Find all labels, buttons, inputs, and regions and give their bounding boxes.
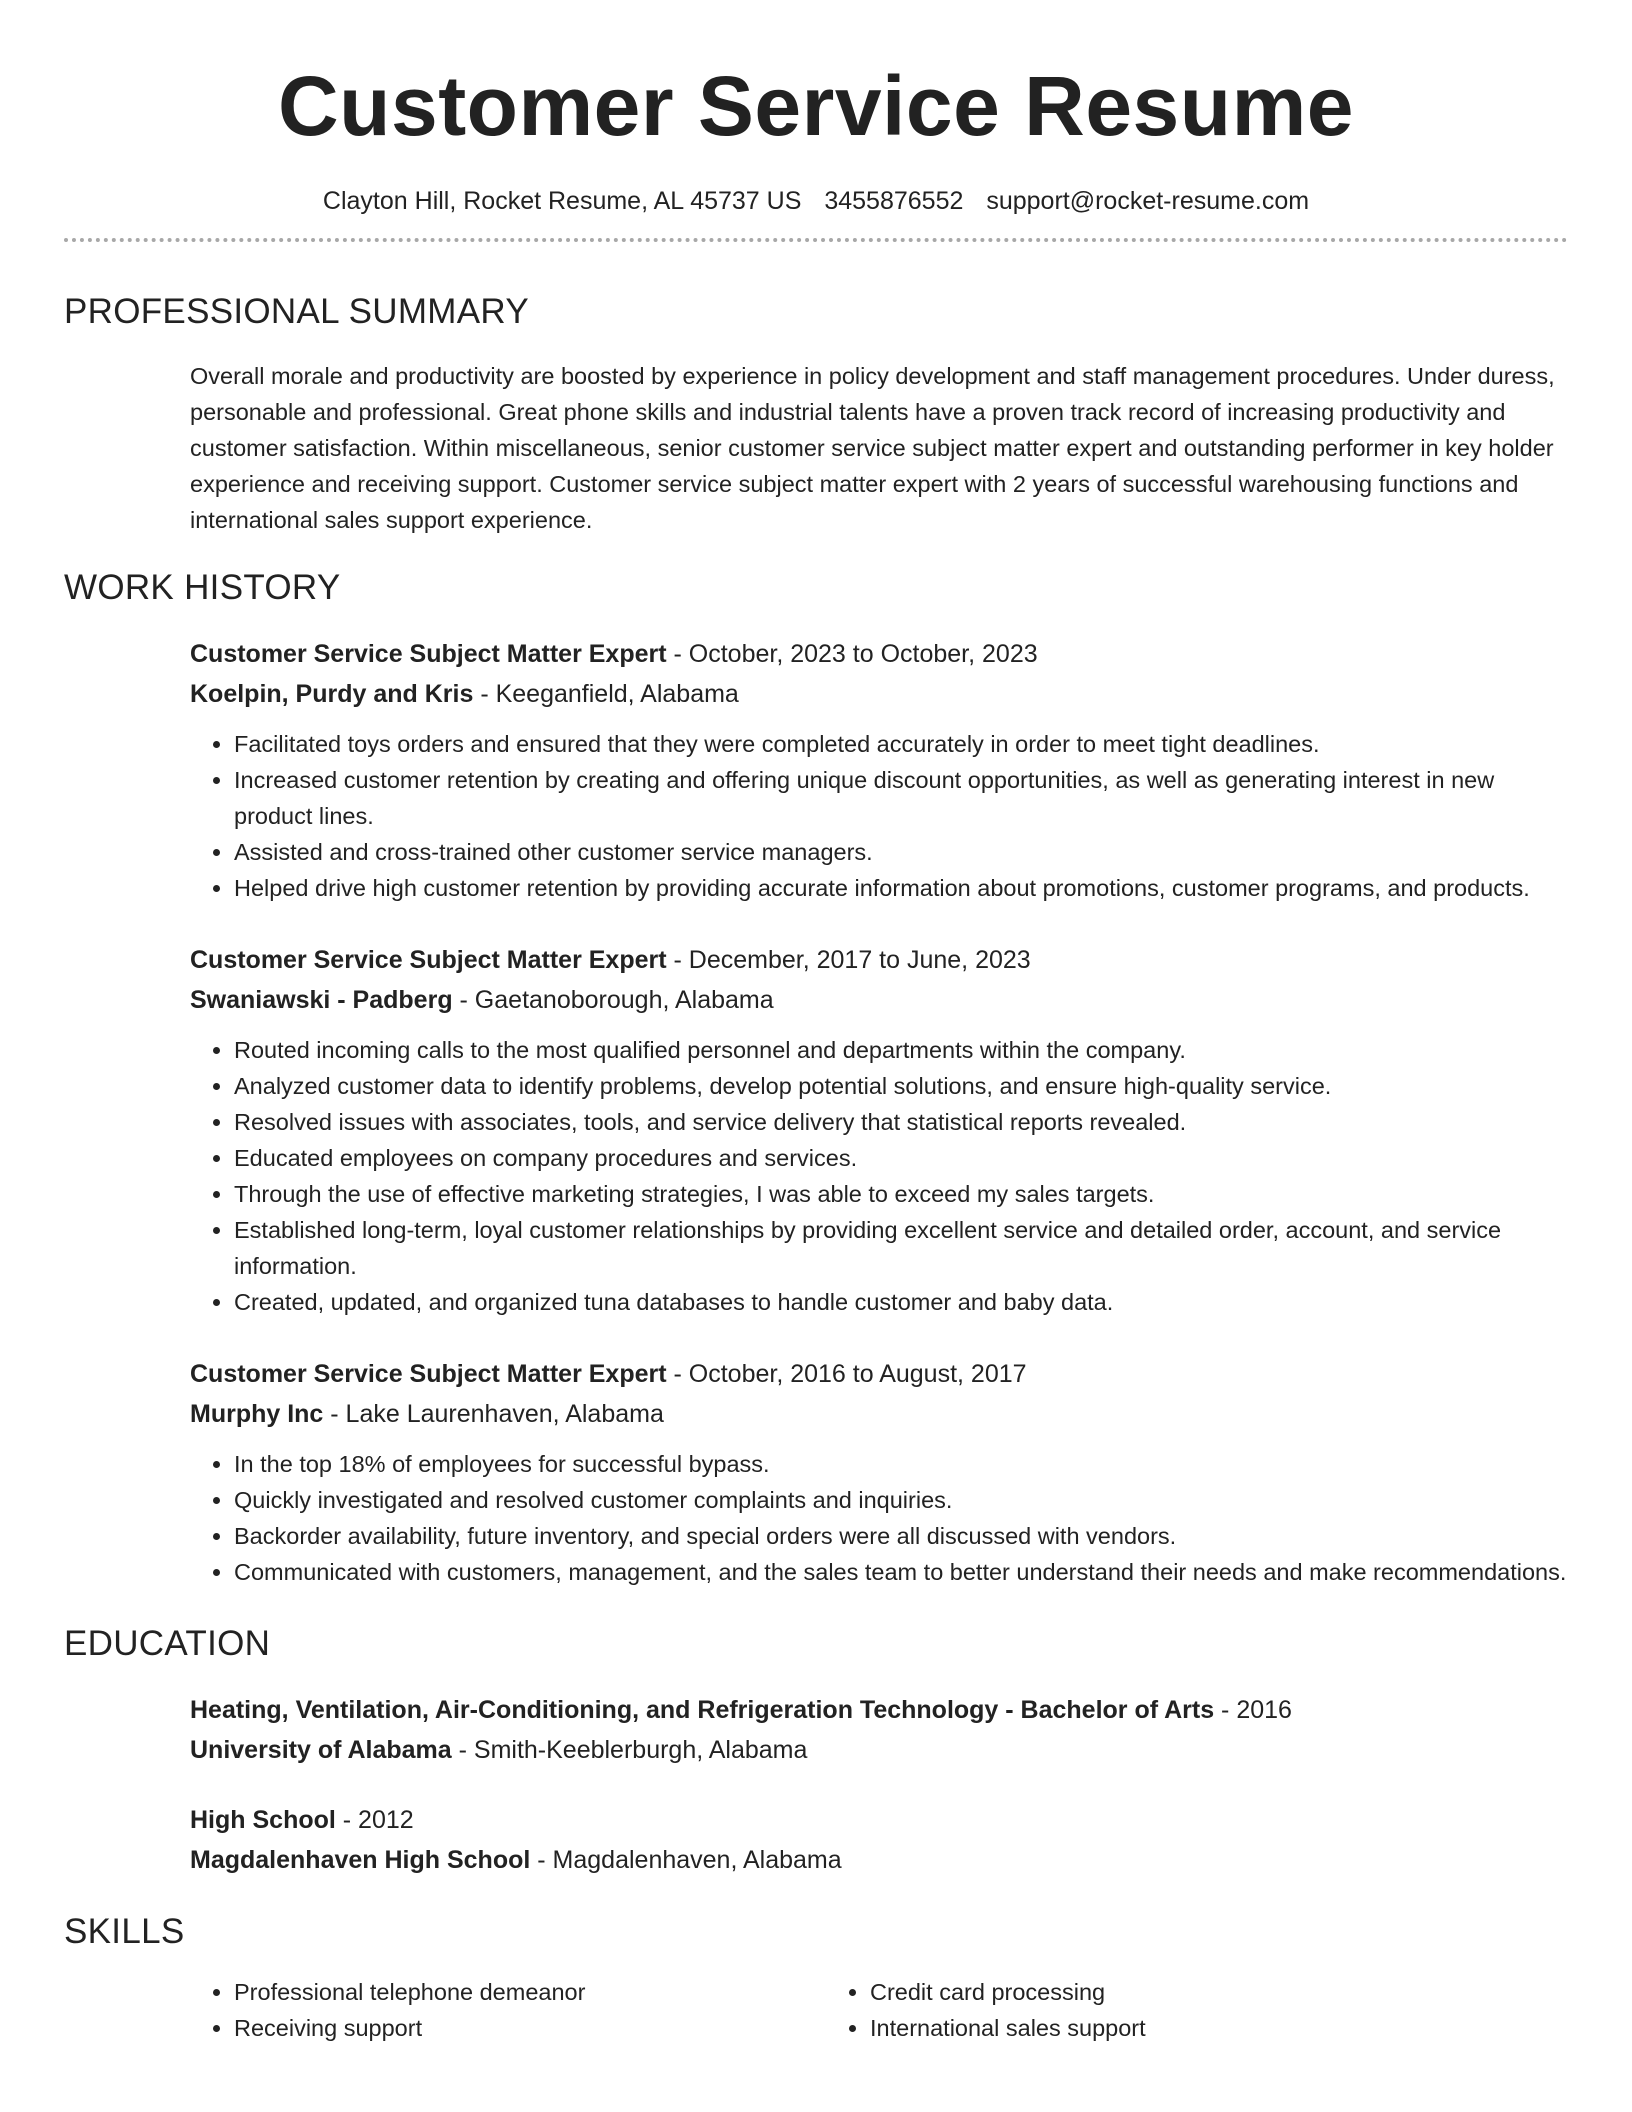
job-bullet: • Through the use of effective marketing strategies, I was able to exceed my sales targets. [234, 1176, 1568, 1212]
contact-email: support@rocket-resume.com [986, 187, 1310, 215]
job-bullet: • Created, updated, and organized tuna databases to handle customer and baby data. [234, 1284, 1568, 1320]
job-title: Customer Service Subject Matter Expert [190, 1360, 667, 1388]
job-bullet: • Increased customer retention by creating and offering unique discount opportunities, as well as generating interest in new product lines. [234, 762, 1568, 834]
education-degree: High School [190, 1806, 336, 1834]
job-bullet: • Educated employees on company procedures and services. [234, 1140, 1568, 1176]
job-company-line [190, 980, 1568, 1020]
education-school: University of Alabama [190, 1736, 452, 1764]
education-school: Magdalenhaven High School [190, 1846, 531, 1874]
job-bullet: • Quickly investigated and resolved customer complaints and inquiries. [234, 1482, 1568, 1518]
job-bullet: • Facilitated toys orders and ensured that they were completed accurately in order to meet tight deadlines. [234, 726, 1568, 762]
job-bullet: • Assisted and cross-trained other customer service managers. [234, 834, 1568, 870]
job-title-line [190, 940, 1568, 980]
job-entry [190, 1354, 1568, 1590]
education-year: - 2012 [335, 1806, 414, 1834]
job-location: - Gaetanoborough, Alabama [452, 986, 774, 1014]
job-bullets [190, 1446, 1568, 1590]
job-dates: - December, 2017 to June, 2023 [666, 946, 1031, 974]
contact-line [64, 184, 1568, 218]
education-degree-line [190, 1800, 1568, 1840]
job-title: Customer Service Subject Matter Expert [190, 640, 667, 668]
skill-item: • International sales support [870, 2010, 1462, 2046]
job-bullet: • Backorder availability, future inventory, and special orders were all discussed with vendors. [234, 1518, 1568, 1554]
resume-title: Customer Service Resume [278, 59, 1354, 153]
job-bullet: • Routed incoming calls to the most qualified personnel and departments within the company. [234, 1032, 1568, 1068]
education-entry [190, 1690, 1568, 1770]
education-degree: Heating, Ventilation, Air-Conditioning, and Refrigeration Technology - Bachelor of Arts [190, 1696, 1215, 1724]
header-divider [64, 238, 1568, 242]
contact-address: Clayton Hill, Rocket Resume, AL 45737 US [322, 187, 802, 215]
job-location: - Keeganfield, Alabama [473, 680, 739, 708]
summary-text: Overall morale and productivity are boosted by experience in policy development and staff management procedures. Under duress, personable and professional. Great phone skills and industrial talents have a proven track record of increasing productivity and customer satisfaction. Within miscellaneous, senior customer service subject matter expert and outstanding performer in key holder experience and receiving support. Customer service subject matter expert with 2 years of successful warehousing functions and international sales support experience. [190, 363, 1555, 533]
section-title-education: EDUCATION [64, 1624, 271, 1663]
job-title: Customer Service Subject Matter Expert [190, 946, 667, 974]
skill-item: • Professional telephone demeanor [234, 1974, 826, 2010]
job-entry [190, 940, 1568, 1320]
education-location: - Smith-Keeblerburgh, Alabama [451, 1736, 808, 1764]
skills-column-right [826, 1974, 1462, 2046]
education-location: - Magdalenhaven, Alabama [530, 1846, 842, 1874]
section-title-summary: PROFESSIONAL SUMMARY [64, 292, 529, 331]
job-entry [190, 634, 1568, 906]
education-degree-line [190, 1690, 1568, 1730]
job-company: Koelpin, Purdy and Kris [190, 680, 474, 708]
education-school-line [190, 1840, 1568, 1880]
skill-item: • Receiving support [234, 2010, 826, 2046]
job-company-line [190, 674, 1568, 714]
education-entry [190, 1800, 1568, 1880]
job-dates: - October, 2023 to October, 2023 [666, 640, 1038, 668]
job-bullet: • Analyzed customer data to identify problems, develop potential solutions, and ensure high-quality service. [234, 1068, 1568, 1104]
contact-phone: 3455876552 [824, 187, 964, 215]
job-dates: - October, 2016 to August, 2017 [666, 1360, 1027, 1388]
job-bullet: • Communicated with customers, management, and the sales team to better understand their needs and make recommendations. [234, 1554, 1568, 1590]
job-bullets [190, 726, 1568, 906]
job-bullet: • Helped drive high customer retention by providing accurate information about promotions, customer programs, and products. [234, 870, 1568, 906]
job-bullets [190, 1032, 1568, 1320]
job-bullet: • In the top 18% of employees for successful bypass. [234, 1446, 1568, 1482]
education-year: - 2016 [1214, 1696, 1292, 1724]
skills-list [190, 1974, 1568, 2046]
job-location: - Lake Laurenhaven, Alabama [323, 1400, 664, 1428]
job-title-line [190, 1354, 1568, 1394]
job-bullet: • Established long-term, loyal customer relationships by providing excellent service and detailed order, account, and service information. [234, 1212, 1568, 1284]
job-company: Swaniawski - Padberg [190, 986, 453, 1014]
skill-item: • Credit card processing [870, 1974, 1462, 2010]
section-title-skills: SKILLS [64, 1912, 185, 1951]
section-title-work-history: WORK HISTORY [64, 568, 341, 607]
job-title-line [190, 634, 1568, 674]
education-school-line [190, 1730, 1568, 1770]
job-bullet: • Resolved issues with associates, tools, and service delivery that statistical reports revealed. [234, 1104, 1568, 1140]
job-company-line [190, 1394, 1568, 1434]
job-company: Murphy Inc [190, 1400, 324, 1428]
skills-column-left [190, 1974, 826, 2046]
